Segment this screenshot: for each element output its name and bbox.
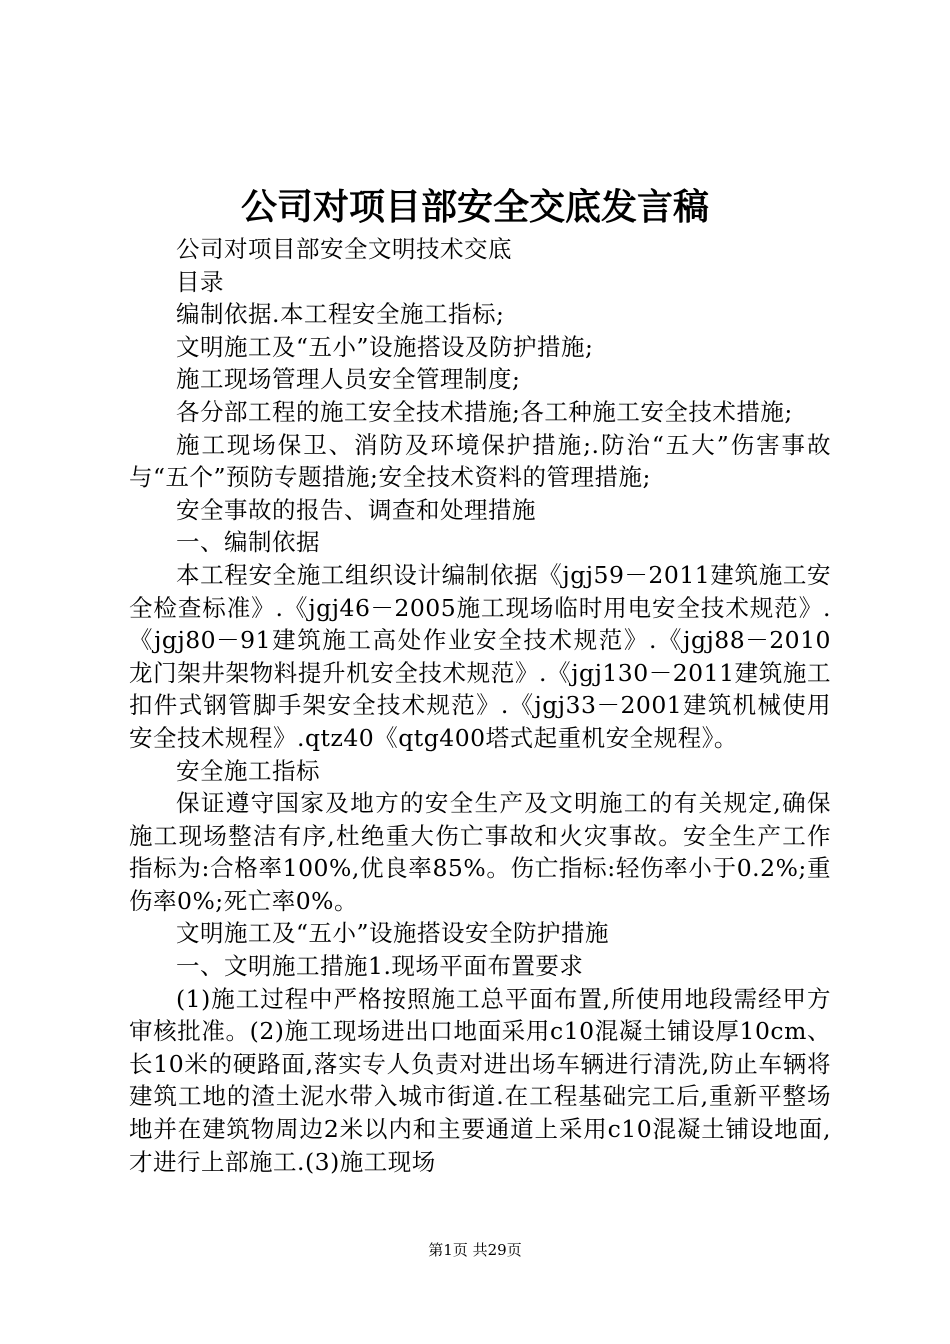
paragraph: (1)施工过程中严格按照施工总平面布置,所使用地段需经甲方审核批准。(2)施工现场进出口地面采用c10混凝土铺设厚10cm、长10米的硬路面,落实专人负责对进出场车辆进行清洗,防止车辆将建筑工地的渣土泥水带入城市街道.在工程基础完工后,重新平整场地并在建筑物周边2米以内和主要通道上采用c10混凝土铺设地面,才进行上部施工.(3)施工现场 [129, 984, 831, 1176]
document-title: 公司对项目部安全交底发言稿 [240, 187, 709, 228]
toc-item: 安全事故的报告、调查和处理措施 [176, 495, 536, 524]
toc-item: 施工现场保卫、消防及环境保护措施;.防治“五大”伤害事故与“五个”预防专题措施;安全技术资料的管理措施; [129, 430, 831, 492]
document-body [129, 233, 831, 1178]
section-heading: 文明施工及“五小”设施搭设安全防护措施 [176, 919, 610, 948]
paragraph-toc-heading: 目录 [176, 267, 224, 296]
paragraph: 保证遵守国家及地方的安全生产及文明施工的有关规定,确保施工现场整洁有序,杜绝重大伤亡事故和火灾事故。安全生产工作指标为:合格率100%,优良率85%。伤亡指标:轻伤率小于0.2%;重伤率0%;死亡率0%。 [129, 789, 831, 915]
section-heading: 安全施工指标 [176, 756, 320, 785]
page-footer: 第1页 共29页 [428, 1241, 522, 1259]
section-heading: 一、编制依据 [176, 528, 320, 557]
section-heading: 一、文明施工措施1.现场平面布置要求 [176, 952, 584, 981]
paragraph-subtitle: 公司对项目部安全文明技术交底 [176, 235, 512, 263]
paragraph: 本工程安全施工组织设计编制依据《jgj59－2011建筑施工安全检查标准》.《jgj46－2005施工现场临时用电安全技术规范》.《jgj80－91建筑施工高处作业安全技术规范》.《jgj88－2010龙门架井架物料提升机安全技术规范》.《jgj130－2011建筑施工扣件式钢管脚手架安全技术规范》.《jgj33－2001建筑机械使用安全技术规程》.qtz40《qtg400塔式起重机安全规程》。 [129, 560, 831, 752]
toc-item: 施工现场管理人员安全管理制度; [176, 365, 521, 394]
toc-item: 各分部工程的施工安全技术措施;各工种施工安全技术措施; [176, 397, 793, 426]
toc-item: 文明施工及“五小”设施搭设及防护措施; [176, 332, 594, 361]
toc-item: 编制依据.本工程安全施工指标; [176, 300, 505, 329]
